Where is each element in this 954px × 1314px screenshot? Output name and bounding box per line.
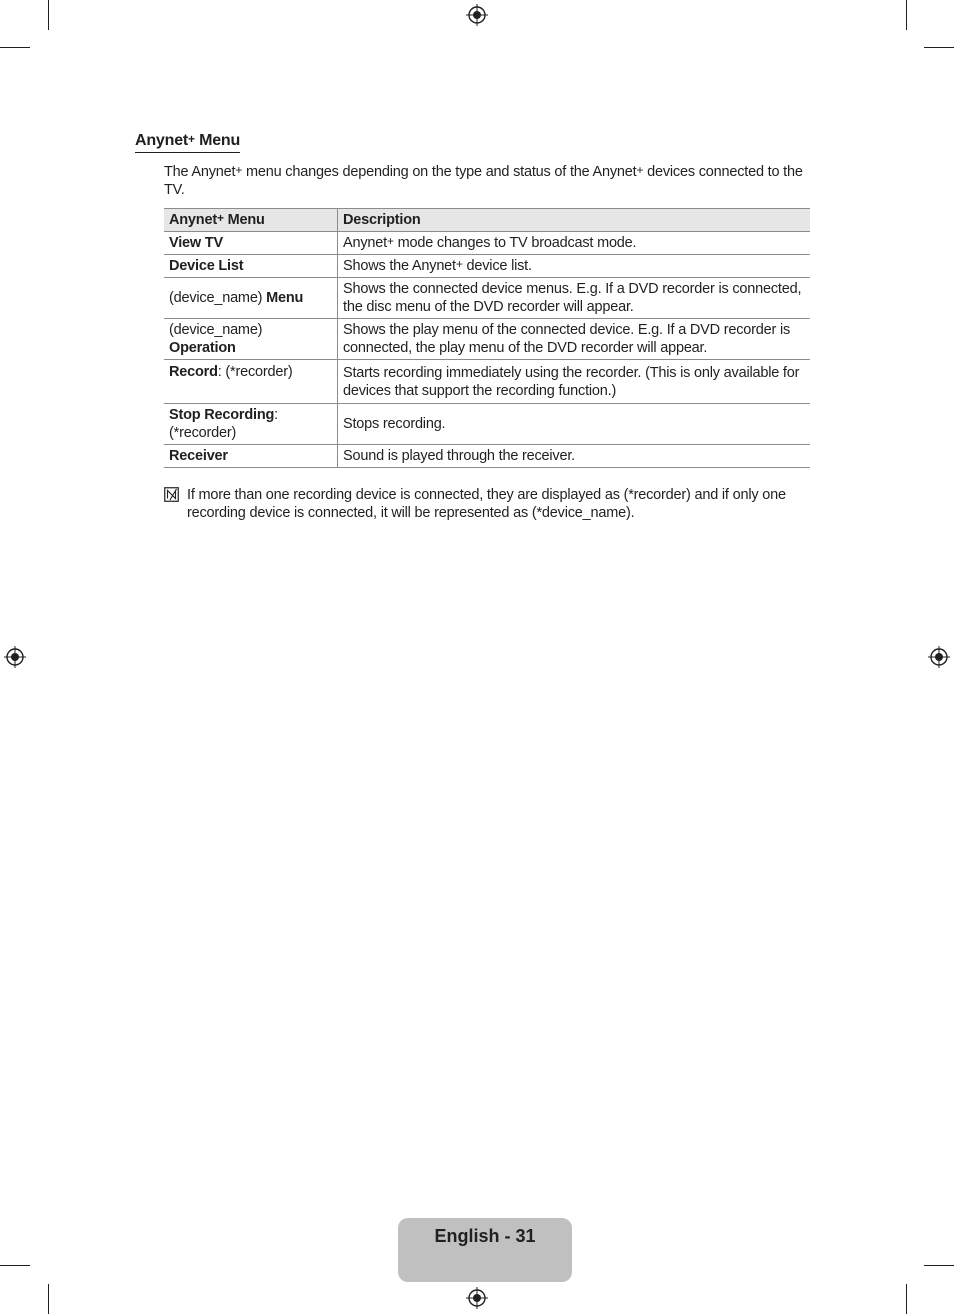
table-row (164, 404, 810, 445)
table-row (164, 278, 810, 319)
menu-cell (164, 404, 338, 445)
registration-mark-icon (928, 646, 950, 668)
crop-mark (906, 1284, 907, 1314)
crop-mark (48, 0, 49, 30)
section-title-text: Anynet (135, 132, 189, 149)
plus-superscript: + (235, 163, 243, 177)
description-cell (338, 255, 811, 278)
menu-name: Record (169, 364, 218, 380)
plus-superscript: + (386, 234, 394, 248)
description-text: Shows the Anynet (343, 258, 456, 274)
menu-cell (164, 232, 338, 255)
registration-mark-icon (466, 1287, 488, 1309)
menu-name: Menu (266, 290, 304, 306)
menu-cell (164, 445, 338, 468)
menu-name: Operation (169, 340, 236, 356)
plus-superscript: + (455, 257, 463, 271)
menu-name-plain: (device_name) (169, 322, 263, 338)
table-row (164, 319, 810, 360)
column-header-menu (164, 209, 338, 232)
crop-mark (924, 47, 954, 48)
intro-text: menu changes depending on the type and status of the Anynet (242, 164, 637, 180)
menu-cell (164, 278, 338, 319)
header-text: Menu (223, 212, 265, 228)
description-cell: Shows the connected device menus. E.g. If a DVD recorder is connected, the disc menu of the DVD recorder will appear. (338, 278, 811, 319)
intro-paragraph (164, 163, 814, 199)
crop-mark (924, 1265, 954, 1266)
description-text: mode changes to TV broadcast mode. (393, 235, 637, 251)
description-cell: Sound is played through the receiver. (338, 445, 811, 468)
note (164, 486, 824, 522)
menu-name: Stop Recording (169, 407, 275, 423)
header-text: Anynet (169, 212, 217, 228)
intro-text: The Anynet (164, 164, 236, 180)
plus-superscript: + (636, 163, 644, 177)
crop-mark (0, 1265, 30, 1266)
menu-name-plain: (*recorder) (169, 425, 237, 441)
menu-name: Device List (169, 258, 244, 274)
description-cell: Stops recording. (338, 404, 811, 445)
description-text: Anynet (343, 235, 387, 251)
table-row (164, 360, 810, 404)
anynet-menu-table (164, 208, 810, 468)
intro-text: devices connected to the TV. (164, 164, 803, 198)
crop-mark (906, 0, 907, 30)
page-number-label: English - 31 (434, 1226, 536, 1246)
menu-name: Receiver (169, 448, 228, 464)
menu-name-plain: : (274, 407, 278, 423)
description-cell: Starts recording immediately using the recorder. (This is only available for devices that support the recording function.) (338, 360, 811, 404)
menu-cell (164, 360, 338, 404)
menu-name-plain: (device_name) (169, 290, 267, 306)
column-header-description: Description (338, 209, 811, 232)
description-cell: Shows the play menu of the connected device. E.g. If a DVD recorder is connected, the play menu of the DVD recorder will appear. (338, 319, 811, 360)
registration-mark-icon (466, 4, 488, 26)
table-row (164, 255, 810, 278)
section-title-text: Menu (194, 132, 241, 149)
plus-superscript: + (188, 132, 195, 146)
description-cell (338, 232, 811, 255)
crop-mark (0, 47, 30, 48)
plus-superscript: + (216, 211, 224, 225)
table-header-row (164, 209, 810, 232)
menu-cell (164, 319, 338, 360)
note-text: If more than one recording device is connected, they are displayed as (*recorder) and if only one recording device is connected, it will be represented as (*device_name). (187, 487, 786, 521)
description-text: device list. (462, 258, 532, 274)
note-icon (164, 487, 179, 502)
crop-mark (48, 1284, 49, 1314)
menu-cell (164, 255, 338, 278)
table-row (164, 232, 810, 255)
registration-mark-icon (4, 646, 26, 668)
table-row (164, 445, 810, 468)
section-title (135, 131, 240, 153)
menu-name-plain: : (*recorder) (217, 364, 293, 380)
menu-name: View TV (169, 235, 223, 251)
